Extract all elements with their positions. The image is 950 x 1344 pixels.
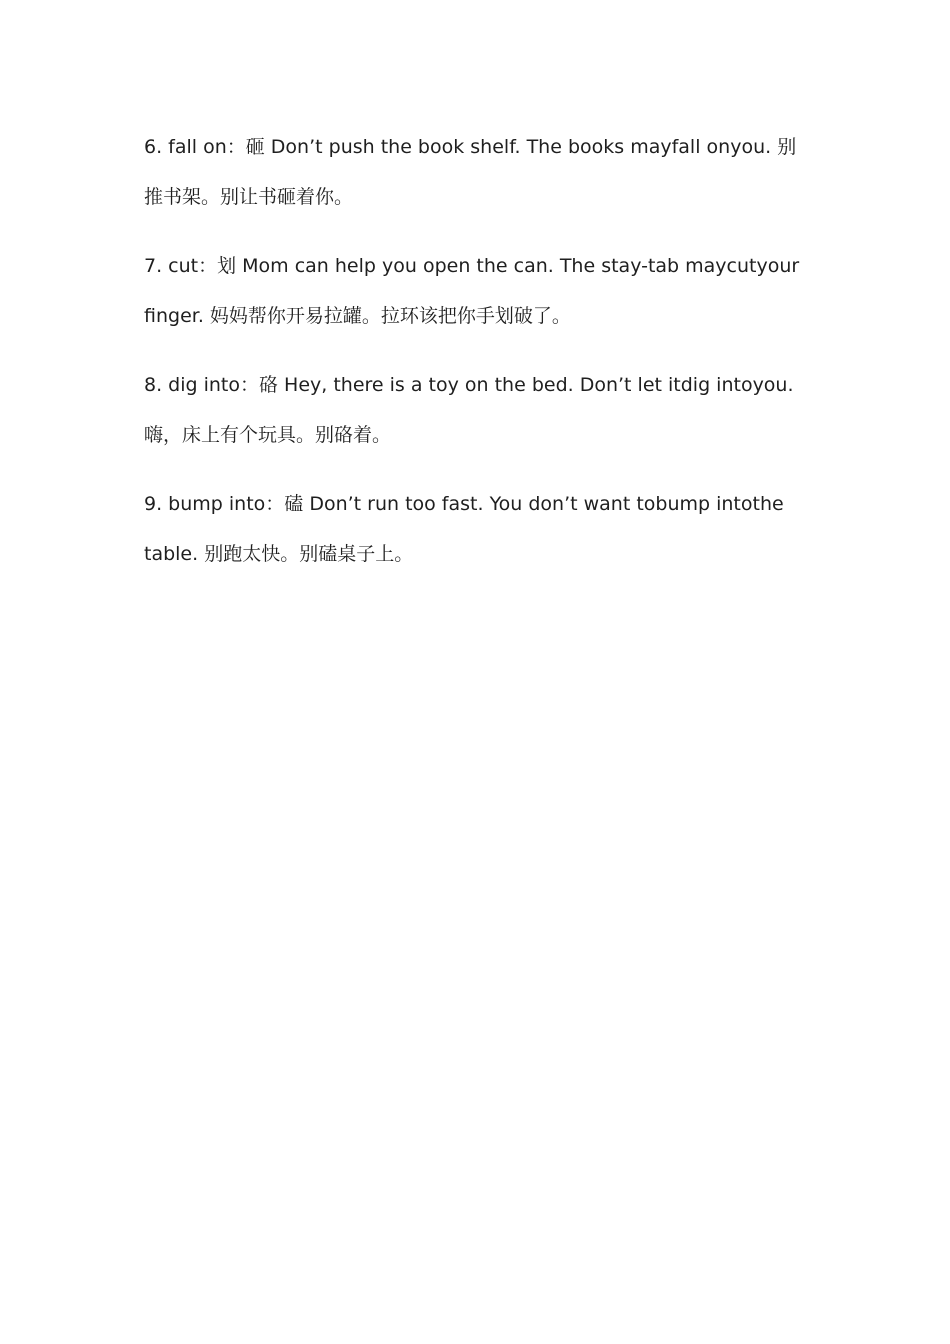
phrase-entry-dig-into: [144, 360, 810, 460]
phrase-entry-cut: [144, 241, 810, 341]
phrase-entry-bump-into: [144, 479, 810, 579]
entry-text-line: 7. cut：划 Mom can help you open the can. The stay-tab maycutyour: [144, 255, 800, 277]
entry-text-line: 8. dig into：硌 Hey, there is a toy on the bed. Don’t let itdig intoyou.: [144, 374, 794, 396]
entry-text-line: 6. fall on：砸 Don’t push the book shelf. The books mayfall onyou. 别: [144, 136, 797, 158]
entry-text-line: 9. bump into：磕 Don’t run too fast. You don’t want tobump intothe: [144, 493, 784, 515]
entry-text-line: 推书架。别让书砸着你。: [144, 186, 354, 208]
phrase-entry-fall-on: [144, 122, 810, 222]
entry-text-line: finger. 妈妈帮你开易拉罐。拉环该把你手划破了。: [144, 305, 571, 327]
entry-text-line: 嗨，床上有个玩具。别硌着。: [144, 424, 392, 446]
document-body: [144, 122, 810, 598]
entry-text-line: table. 别跑太快。别磕桌子上。: [144, 543, 414, 565]
